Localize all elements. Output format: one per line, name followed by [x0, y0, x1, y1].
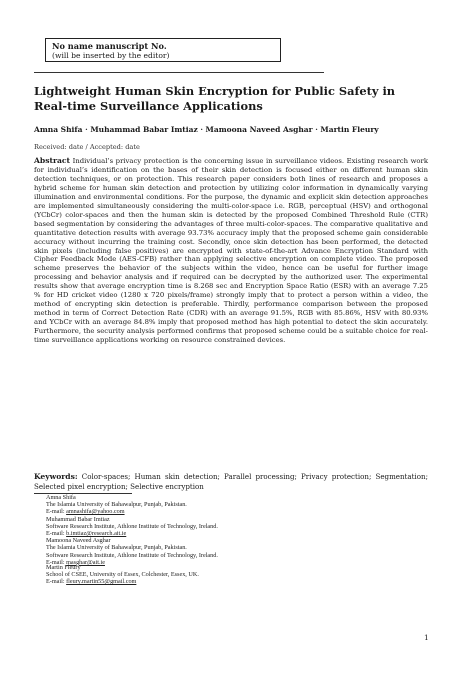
footnote-author-1-affiliation: The Islamia University of Bahawalpur, Punjab, Pakistan.	[46, 501, 187, 509]
footnote-author-3-name: Mamoona Naveed Asghar	[46, 537, 111, 545]
abstract	[34, 157, 428, 345]
footnote-author-3-affiliation-2: Software Research Institute, Athlone Institute of Technology, Ireland.	[46, 551, 218, 559]
footnote-author-4-affiliation: School of CSEE, University of Essex, Colchester, Essex, UK.	[46, 571, 199, 579]
manuscript-number-note: (will be inserted by the editor)	[52, 51, 170, 60]
footnote-author-4-name: Martin Fleury	[46, 564, 81, 572]
manuscript-number-box	[45, 38, 281, 62]
keywords-label: Keywords:	[34, 472, 78, 481]
keywords	[34, 472, 428, 491]
footnote-author-2-affiliation: Software Research Institute, Athlone Institute of Technology, Ireland.	[46, 522, 218, 530]
abstract-text: Individual’s privacy protection is the concerning issue in surveillance videos. Existing research work for individual’s identification on the bases of their skin detection is focused either on different human skin detection techniques, or on protection. This research paper considers both lines of research and proposes a hybrid scheme for human skin detection and protection by utilizing color information in dynamically varying illumination and environmental conditions. For the purpose, the dynamic and explicit skin detection approaches are implemented simultaneously considering the multi-color-space i.e. RGB, perceptual (HSV) and orthogonal (YCbCr) color-spaces and then the human skin is detected by the proposed Combined Threshold Rule (CTR) based segmentation by considering the advantages of three multi-color-spaces. The comparative qualitative and quantitative detection results with average 93.73% accuracy imply that the proposed scheme gain considerable accuracy without incurring the training cost. Secondly, once skin detection has been performed, the detected skin pixels (including false positives) are encrypted with state-of-the-art Advance Encryption Standard with Cipher Feedback Mode (AES-CFB) rather than applying selective encryption on complete video. The proposed scheme preserves the behavior of the subjects within the video, hence can be useful for further image processing and behavior analysis and if required can be decrypted by the authorized user. The experimental results show that average encryption time is 8.268 sec and Encryption Space Ratio (ESR) with an average 7.25 % for HD cricket video (1280 x 720 pixels/frame) strongly imply that to protect a person within a video, the method of encrypting skin detection is preferable. Thirdly, performance comparison between the proposed method in term of Correct Detection Rate (CDR) with an average 91.5%, RGB with 85.86%, HSV with 80.93% and YCbCr with an average 84.8% imply that proposed method has high potential to detect the skin accurately. Furthermore, the security analysis performed confirms that proposed scheme could be a suitable choice for real-time surveillance applications working on resource constrained devices.	[34, 157, 428, 345]
email-label: E-mail:	[46, 558, 67, 566]
abstract-label: Abstract	[34, 156, 71, 165]
footnote-author-2-name: Muhammad Babar Imtiaz	[46, 515, 110, 523]
keywords-text: Color-spaces; Human skin detection; Parallel processing; Privacy protection; Segmentation; Selected pixel encryption; Selective encryption	[34, 472, 428, 491]
header-divider	[34, 72, 324, 73]
email-label: E-mail:	[46, 578, 67, 586]
title-line-2: Real-time Surveillance Applications	[34, 99, 263, 113]
footnote-author-3-affiliation-1: The Islamia University of Bahawalpur, Punjab, Pakistan.	[46, 544, 187, 552]
footnote-author-4-email-line	[46, 578, 386, 585]
author-1-email-link[interactable]: amnashifa@yahoo.com	[66, 508, 125, 516]
page-number: 1	[424, 633, 429, 642]
footnote-author-2-email-line	[46, 530, 386, 537]
author-list: Amna Shifa · Muhammad Babar Imtiaz · Mamoona Naveed Asghar · Martin Fleury	[34, 125, 379, 134]
footnote-author-1-email-line	[46, 508, 386, 515]
author-2-email-link[interactable]: b.imtiaz@research.ait.ie	[66, 530, 127, 538]
author-4-email-link[interactable]: fleury.martin55@gmail.com	[66, 578, 137, 586]
email-label: E-mail:	[46, 530, 67, 538]
email-label: E-mail:	[46, 508, 67, 516]
received-accepted-dates: Received: date / Accepted: date	[34, 143, 140, 151]
manuscript-number-label: No name manuscript No.	[52, 41, 167, 51]
author-3-email-link[interactable]: masghar@ait.ie	[66, 558, 105, 566]
author-footnotes	[46, 494, 386, 586]
paper-title	[34, 84, 414, 114]
footnote-author-1-name: Amna Shifa	[46, 494, 76, 501]
title-line-1: Lightweight Human Skin Encryption for Public Safety in	[34, 84, 396, 98]
